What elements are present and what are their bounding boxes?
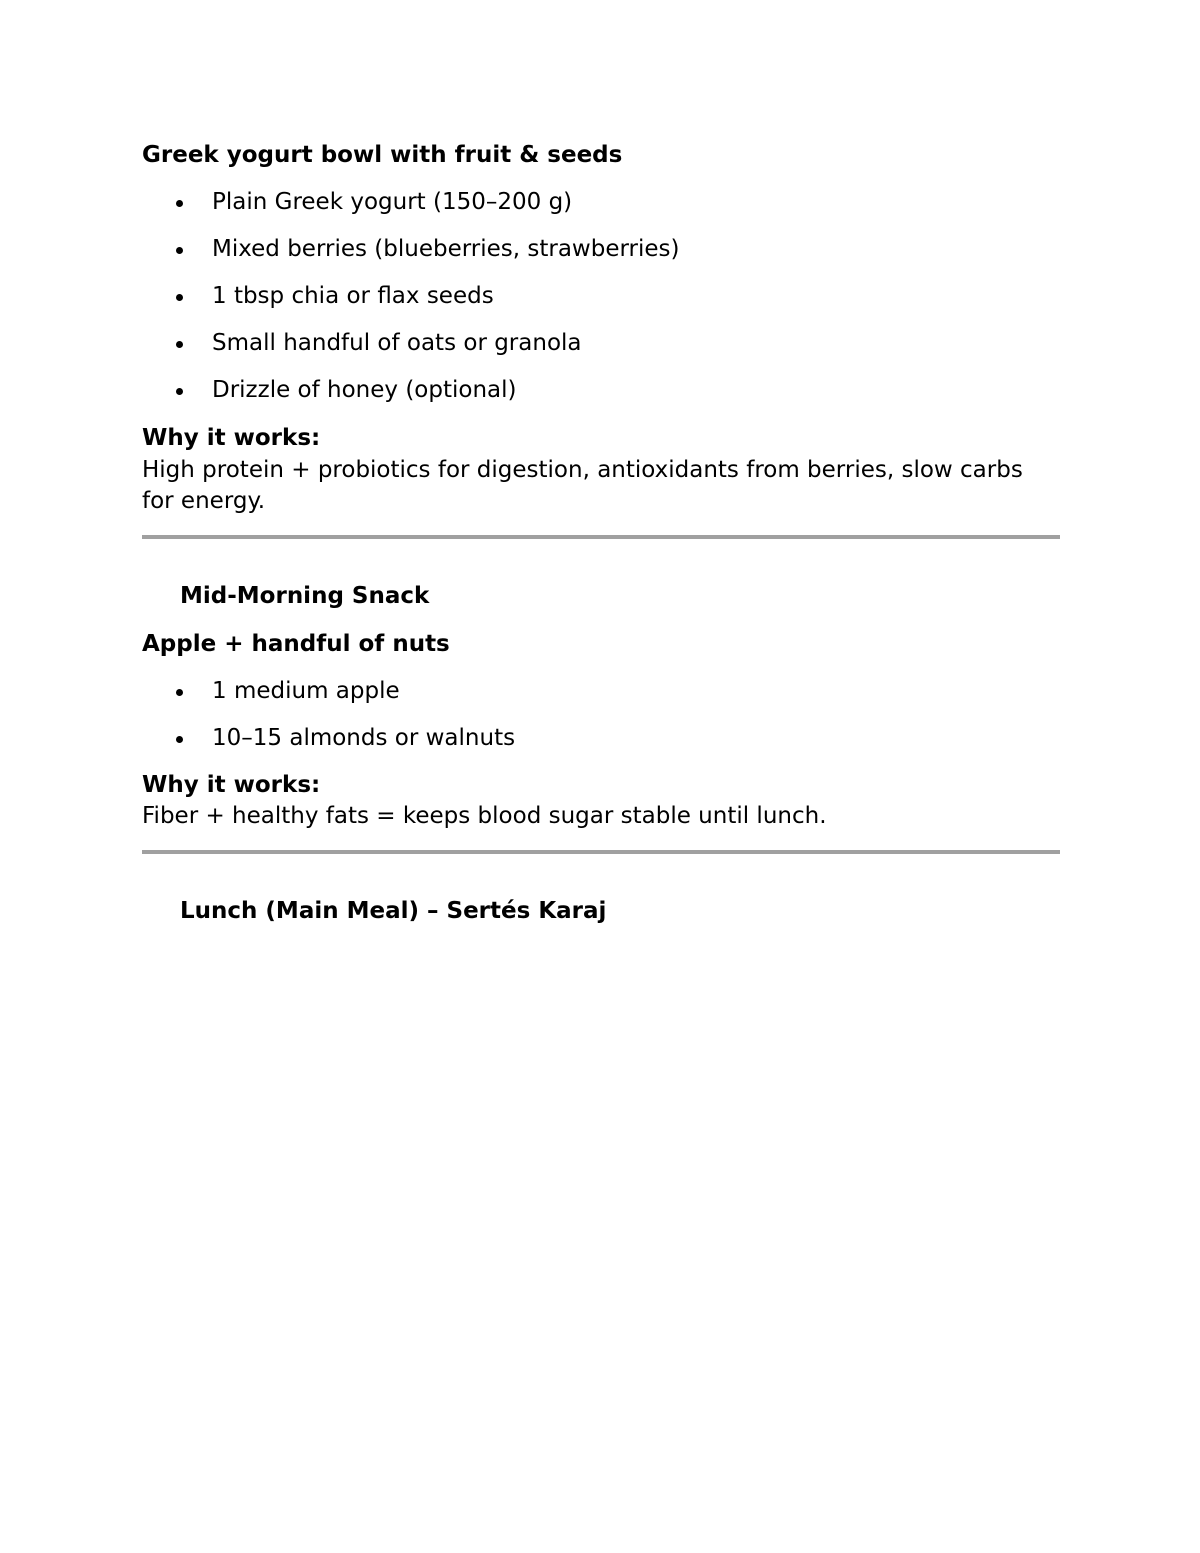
list-item-text: Mixed berries (blueberries, strawberries) — [212, 236, 680, 262]
breakfast-heading: Greek yogurt bowl with fruit & seeds — [142, 142, 623, 168]
snack-why-label: Why it works: — [142, 772, 321, 798]
bullet-icon — [176, 388, 183, 395]
list-item-text: 1 tbsp chia or flax seeds — [212, 283, 494, 309]
list-item-text: Small handful of oats or granola — [212, 330, 582, 356]
bullet-icon — [176, 689, 183, 696]
lunch-section-title: Lunch (Main Meal) – Sertés Karaj — [180, 898, 607, 924]
list-item-text: 1 medium apple — [212, 678, 400, 704]
section-divider — [142, 850, 1060, 854]
bullet-icon — [176, 294, 183, 301]
breakfast-why-label: Why it works: — [142, 425, 321, 451]
bullet-icon — [176, 247, 183, 254]
snack-heading: Apple + handful of nuts — [142, 631, 450, 657]
list-item-text: 10–15 almonds or walnuts — [212, 725, 516, 751]
snack-section-title: Mid-Morning Snack — [180, 583, 430, 609]
list-item-text: Drizzle of honey (optional) — [212, 377, 517, 403]
bullet-icon — [176, 341, 183, 348]
bullet-icon — [176, 200, 183, 207]
bullet-icon — [176, 736, 183, 743]
list-item-text: Plain Greek yogurt (150–200 g) — [212, 189, 573, 215]
section-divider — [142, 535, 1060, 539]
snack-why-text: Fiber + healthy fats = keeps blood sugar stable until lunch. — [142, 803, 827, 829]
breakfast-why-text: High protein + probiotics for digestion, antioxidants from berries, slow carbs for energy. — [142, 457, 1023, 514]
